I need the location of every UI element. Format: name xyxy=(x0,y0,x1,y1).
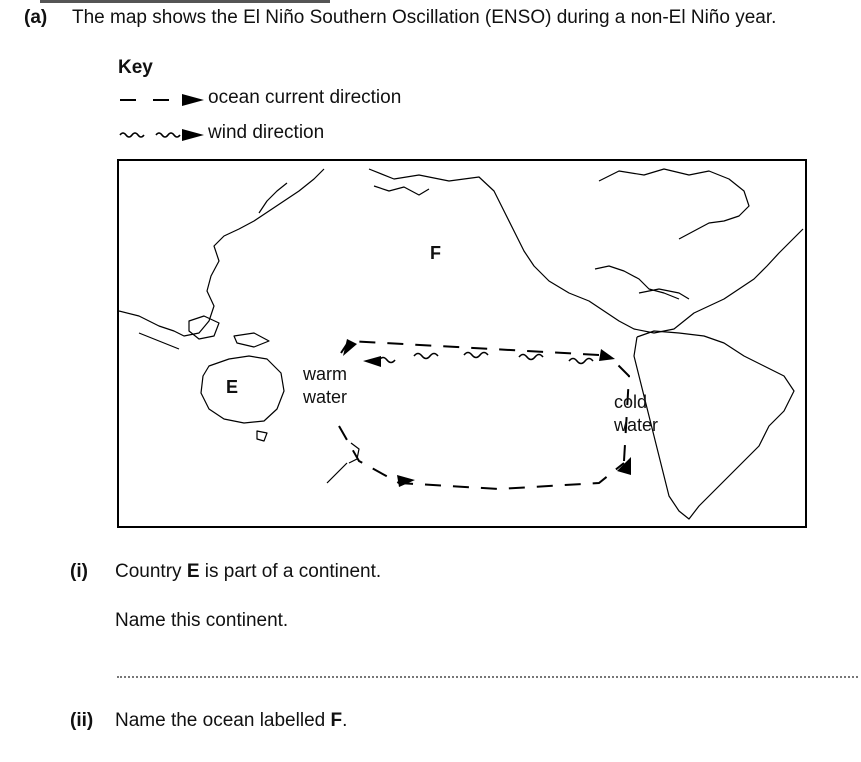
sub-question-text-pre: Name the ocean labelled xyxy=(115,710,331,731)
cuba xyxy=(639,289,689,299)
question-number: (a) xyxy=(24,7,48,28)
key-label-wind: wind direction xyxy=(208,122,325,143)
warm-water-line2: water xyxy=(303,387,348,407)
sub-question-ii xyxy=(70,710,770,734)
sub-question-text-post: . xyxy=(342,710,348,731)
sub-question-text-post: is part of a continent. xyxy=(199,561,382,582)
wind-line xyxy=(379,353,593,364)
ocean-current-loop xyxy=(339,341,629,489)
tasmania xyxy=(257,431,267,441)
new-zealand-south xyxy=(327,463,347,483)
warm-water-line1: warm xyxy=(303,364,347,384)
current-arrow-east xyxy=(397,475,415,487)
cold-water-line2: water xyxy=(614,415,659,435)
hudson-bay xyxy=(599,169,749,239)
sub-question-i xyxy=(70,561,770,585)
alaska xyxy=(374,186,429,195)
sub-question-text xyxy=(115,710,347,732)
map-label-f: F xyxy=(430,243,441,263)
current-arrow-west xyxy=(343,339,357,356)
prompt-text: Name this continent. xyxy=(115,610,289,631)
sub-question-text xyxy=(115,561,381,583)
sub-question-number: (i) xyxy=(70,561,88,582)
new-guinea xyxy=(234,333,269,347)
australia xyxy=(201,356,284,423)
cold-water-line1: cold xyxy=(614,392,648,412)
indonesia xyxy=(139,333,179,349)
dashed-arrow-icon xyxy=(118,87,208,113)
sub-question-number: (ii) xyxy=(70,710,94,731)
question-a xyxy=(24,7,776,29)
sub-question-bold: F xyxy=(330,710,343,731)
enso-map xyxy=(117,159,807,528)
sub-question-i-prompt xyxy=(70,610,770,634)
sub-question-text-pre: Country xyxy=(115,561,187,582)
north-america-east xyxy=(595,266,679,299)
map-label-e: E xyxy=(226,377,239,397)
top-rule xyxy=(40,0,330,3)
key-label-ocean-current: ocean current direction xyxy=(208,87,402,108)
answer-line[interactable] xyxy=(117,676,858,678)
asia-coast xyxy=(119,169,324,336)
question-text: The map shows the El Niño Southern Oscillation (ENSO) during a non-El Niño year. xyxy=(72,7,777,28)
wind-arrow-west xyxy=(363,356,381,367)
current-arrow-south xyxy=(599,349,615,361)
key-title: Key xyxy=(118,57,153,78)
map-drawing xyxy=(119,161,805,526)
wavy-arrow-icon xyxy=(118,122,208,148)
sub-question-bold: E xyxy=(186,561,200,582)
